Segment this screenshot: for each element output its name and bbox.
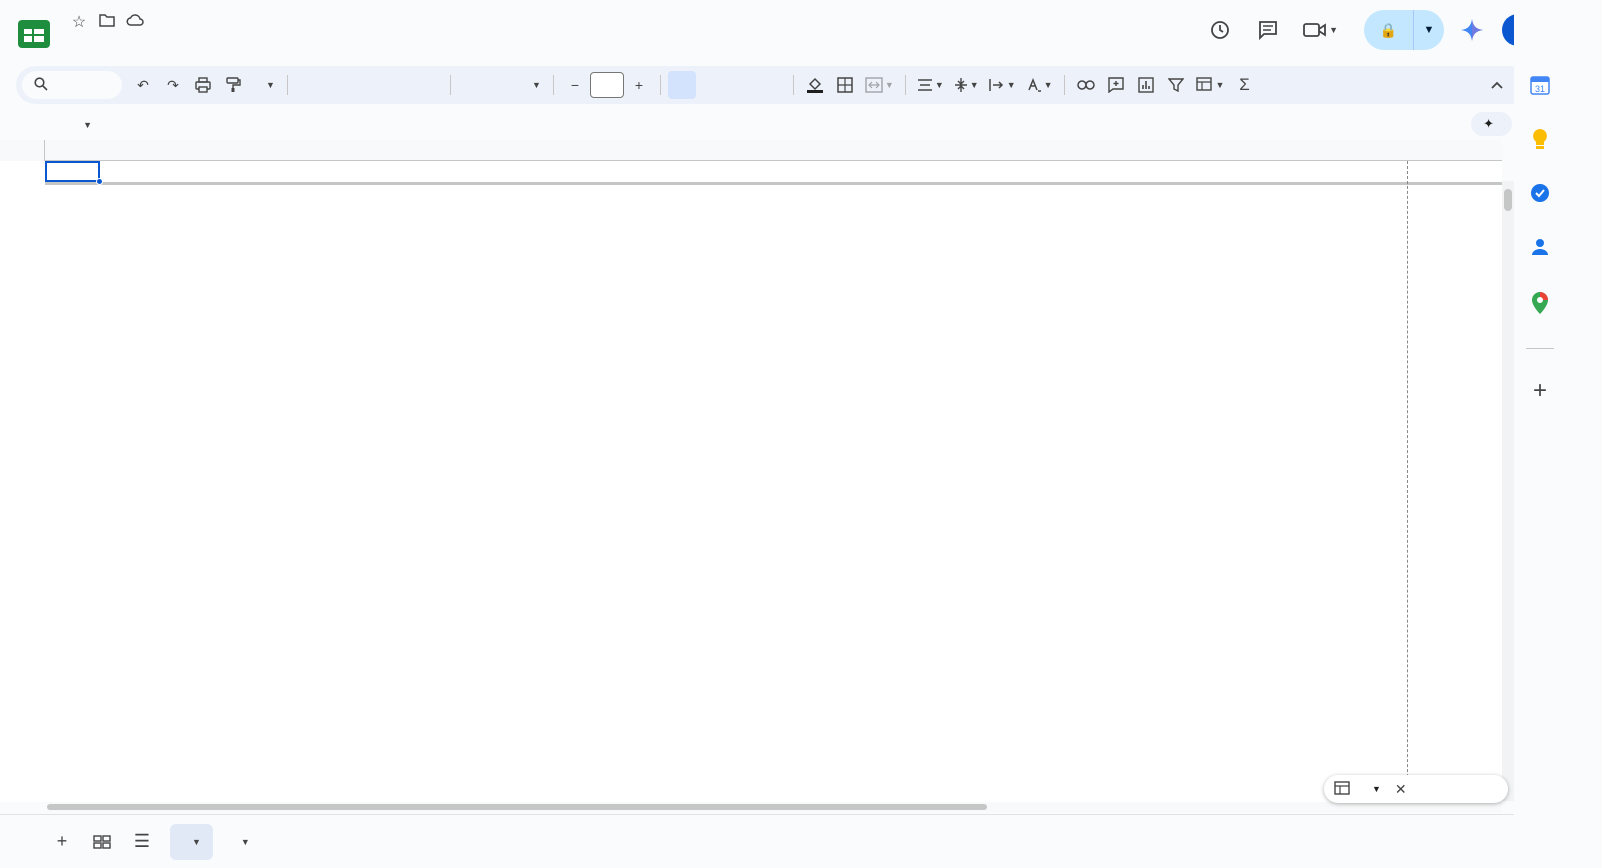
keep-icon[interactable] [1525,124,1555,154]
sheet-tabs-bar [0,814,1548,868]
menu-bar [54,37,174,41]
paint-format-icon[interactable] [219,71,247,99]
text-color-button[interactable] [758,71,786,99]
close-icon[interactable]: ✕ [1394,780,1407,797]
menu-edit[interactable] [66,37,78,41]
formula-bar [0,110,1548,138]
app-header [0,0,1548,64]
formatting-toolbar [16,66,1530,104]
menu-view[interactable] [78,37,90,41]
name-box[interactable] [12,114,98,136]
page-break-line [1407,161,1408,802]
horizontal-align-icon[interactable] [913,71,948,99]
chevron-down-icon: ▼ [266,80,275,90]
increase-font-size-icon[interactable]: + [634,77,644,93]
active-cell-outline [45,161,100,182]
toolbar-divider [450,75,451,95]
chevron-down-icon: ▼ [1329,25,1339,35]
version-history-icon[interactable] [1200,10,1240,50]
menu-help[interactable] [162,37,174,41]
percent-format-button[interactable] [325,71,353,99]
functions-icon[interactable]: Σ [1239,75,1250,94]
move-folder-icon[interactable] [98,13,116,32]
chevron-down-icon[interactable]: ▼ [192,836,201,847]
chevron-down-icon: ▼ [884,80,894,90]
frozen-row-divider[interactable] [45,182,1502,185]
all-sheets-menu-icon[interactable]: ☰ [133,831,151,851]
cloud-saved-icon[interactable] [126,13,144,32]
share-button[interactable] [1364,10,1444,50]
add-sheet-icon[interactable]: + [56,831,68,851]
sheets-logo-icon[interactable] [16,16,52,52]
sheets-overview-icon[interactable] [84,824,120,860]
menu-format[interactable] [102,37,114,41]
chevron-down-icon[interactable]: ▼ [240,836,250,847]
toolbar-divider [793,75,794,95]
sparkle-icon: ✦ [1483,116,1494,131]
share-dropdown-icon[interactable]: ▼ [1423,24,1435,36]
search-icon [34,77,48,94]
toolbar-divider [1064,75,1065,95]
gemini-icon[interactable] [1452,10,1492,50]
chevron-down-icon: ▼ [1043,80,1053,90]
table-icon [1334,781,1350,798]
chevron-down-icon: ▼ [1006,80,1016,90]
merge-cells-icon[interactable] [861,71,898,99]
currency-format-button[interactable] [295,71,323,99]
zoom-select[interactable] [248,80,281,90]
font-size-input[interactable] [590,72,624,98]
chevron-down-icon: ▼ [83,120,92,130]
horizontal-scroll-thumb[interactable] [47,804,987,810]
star-icon[interactable]: ☆ [71,14,87,31]
toolbar-divider [287,75,288,95]
chevron-down-icon: ▼ [532,80,541,90]
spreadsheet-grid[interactable] [0,140,1502,802]
tasks-icon[interactable] [1525,178,1555,208]
insert-link-icon[interactable] [1072,71,1100,99]
menu-tools[interactable] [126,37,138,41]
strikethrough-button[interactable] [728,71,756,99]
toolbar-divider [905,75,906,95]
sheet-tab-raw-data[interactable] [170,824,213,860]
contacts-icon[interactable] [1525,232,1555,262]
print-icon[interactable] [189,71,217,99]
comments-icon[interactable] [1248,10,1288,50]
menus-search[interactable] [22,71,122,99]
italic-button[interactable] [698,71,726,99]
add-addon-icon[interactable]: + [1532,377,1547,404]
calendar-icon[interactable] [1525,70,1555,100]
collapse-toolbar-icon[interactable] [1483,71,1511,99]
text-rotation-icon[interactable] [1022,71,1057,99]
undo-icon[interactable]: ↶ [137,76,149,93]
chevron-down-icon: ▼ [1215,80,1225,90]
increase-decimal-button[interactable] [385,71,413,99]
bold-button[interactable] [668,71,696,99]
menu-extensions[interactable] [150,37,162,41]
redo-icon[interactable]: ↷ [167,76,179,93]
maps-icon[interactable] [1525,288,1555,318]
lock-icon: 🔒 [1379,21,1397,38]
fill-color-icon[interactable] [801,71,829,99]
chevron-down-icon: ▼ [934,80,944,90]
vertical-scrollbar[interactable] [1502,181,1514,801]
select-all-corner[interactable] [0,140,45,161]
title-row [60,12,144,32]
text-wrap-icon[interactable] [985,71,1020,99]
insert-comment-icon[interactable] [1102,71,1130,99]
vertical-align-icon[interactable] [950,71,983,99]
side-panel [1514,0,1602,868]
menu-data[interactable] [114,37,126,41]
fill-handle[interactable] [96,178,103,185]
share-main[interactable] [1364,10,1414,50]
svg-text:31: 31 [1534,84,1546,94]
font-select[interactable] [457,80,547,90]
summarize-data-button[interactable] [1471,112,1512,136]
column-headers [0,140,1502,161]
toolbar-divider [553,75,554,95]
vertical-scroll-thumb[interactable] [1504,189,1512,211]
decrease-decimal-button[interactable] [355,71,383,99]
toolbar-divider [660,75,661,95]
borders-icon[interactable] [831,71,859,99]
filter-icon[interactable] [1162,71,1190,99]
menu-insert[interactable] [90,37,102,41]
sheet-tab-campaign-summary[interactable] [219,824,262,860]
header-actions [1196,10,1548,50]
filter-views-icon[interactable] [1192,71,1229,99]
meet-video-icon[interactable] [1296,10,1346,50]
insert-chart-icon[interactable] [1132,71,1160,99]
menu-file[interactable] [54,37,66,41]
chevron-down-icon[interactable]: ▼ [1372,784,1381,794]
convert-to-table-chip[interactable] [1324,775,1508,803]
side-panel-divider [1526,348,1554,349]
chevron-down-icon: ▼ [969,80,979,90]
horizontal-scrollbar[interactable] [47,802,1502,812]
decrease-font-size-icon[interactable]: − [570,77,580,93]
menu-gemini[interactable] [138,37,150,41]
number-format-button[interactable] [415,71,443,99]
